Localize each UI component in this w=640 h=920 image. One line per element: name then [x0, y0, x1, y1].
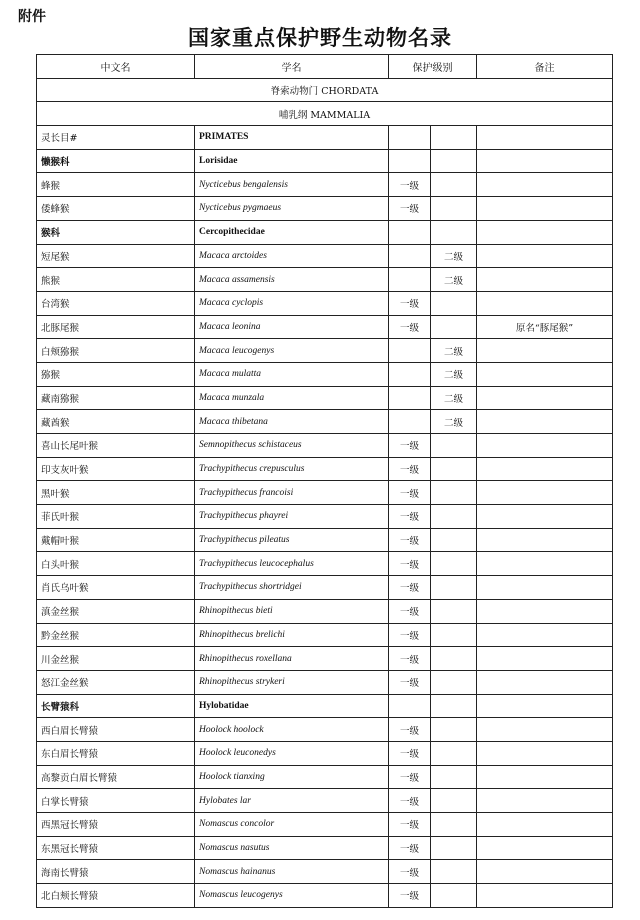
level-second-class-cell: 二级: [431, 362, 477, 386]
remarks-cell: [477, 339, 613, 363]
chinese-name-cell: 西白眉长臂猿: [37, 718, 195, 742]
remarks-cell: [477, 647, 613, 671]
family-row: [37, 694, 613, 718]
remarks-cell: [477, 599, 613, 623]
level-first-class-cell: 一级: [389, 813, 431, 837]
scientific-name-cell: PRIMATES: [195, 126, 389, 150]
remarks-cell: [477, 268, 613, 292]
scientific-name-cell: Macaca thibetana: [195, 410, 389, 434]
remarks-cell: [477, 623, 613, 647]
level-second-class-cell: [431, 528, 477, 552]
remarks-cell: [477, 576, 613, 600]
chinese-name-cell: 白头叶猴: [37, 552, 195, 576]
chinese-name-cell: 台湾猴: [37, 291, 195, 315]
level-second-class-cell: 二级: [431, 386, 477, 410]
level-first-class-cell: 一级: [389, 623, 431, 647]
species-row: [37, 836, 613, 860]
class-label: 哺乳纲 MAMMALIA: [37, 102, 613, 126]
family-row: [37, 220, 613, 244]
scientific-name-cell: Nomascus leucogenys: [195, 884, 389, 908]
level-second-class-cell: [431, 481, 477, 505]
species-row: [37, 552, 613, 576]
remarks-cell: [477, 149, 613, 173]
class-row: [37, 102, 613, 126]
level-second-class-cell: 二级: [431, 410, 477, 434]
species-row: [37, 670, 613, 694]
remarks-cell: [477, 244, 613, 268]
remarks-cell: [477, 220, 613, 244]
level-first-class-cell: [389, 268, 431, 292]
remarks-cell: [477, 860, 613, 884]
level-first-class-cell: 一级: [389, 789, 431, 813]
chinese-name-cell: 白掌长臂猿: [37, 789, 195, 813]
scientific-name-cell: Trachypithecus pileatus: [195, 528, 389, 552]
remarks-cell: [477, 741, 613, 765]
species-row: [37, 765, 613, 789]
species-row: [37, 291, 613, 315]
remarks-cell: [477, 410, 613, 434]
chinese-name-cell: 东白眉长臂猿: [37, 741, 195, 765]
level-first-class-cell: [389, 244, 431, 268]
level-second-class-cell: [431, 813, 477, 837]
family-row: [37, 149, 613, 173]
level-first-class-cell: 一级: [389, 599, 431, 623]
level-first-class-cell: 一级: [389, 552, 431, 576]
scientific-name-cell: Nomascus concolor: [195, 813, 389, 837]
level-first-class-cell: 一级: [389, 741, 431, 765]
scientific-name-cell: Hoolock leuconedys: [195, 741, 389, 765]
chinese-name-cell: 高黎贡白眉长臂猿: [37, 765, 195, 789]
col-header-scientific-name: 学名: [195, 55, 389, 79]
level-second-class-cell: 二级: [431, 244, 477, 268]
level-first-class-cell: 一级: [389, 434, 431, 458]
remarks-cell: [477, 505, 613, 529]
remarks-cell: [477, 197, 613, 221]
level-first-class-cell: 一级: [389, 315, 431, 339]
chinese-name-cell: 藏酋猴: [37, 410, 195, 434]
remarks-cell: [477, 126, 613, 150]
level-second-class-cell: [431, 505, 477, 529]
level-first-class-cell: 一级: [389, 647, 431, 671]
level-second-class-cell: [431, 670, 477, 694]
scientific-name-cell: Macaca mulatta: [195, 362, 389, 386]
level-second-class-cell: [431, 315, 477, 339]
scientific-name-cell: Hoolock tianxing: [195, 765, 389, 789]
chinese-name-cell: 喜山长尾叶猴: [37, 434, 195, 458]
species-row: [37, 623, 613, 647]
scientific-name-cell: Trachypithecus leucocephalus: [195, 552, 389, 576]
species-row: [37, 197, 613, 221]
species-row: [37, 647, 613, 671]
scientific-name-cell: Hylobatidae: [195, 694, 389, 718]
level-second-class-cell: [431, 173, 477, 197]
species-row: [37, 860, 613, 884]
level-second-class-cell: [431, 884, 477, 908]
scientific-name-cell: Cercopithecidae: [195, 220, 389, 244]
remarks-cell: [477, 765, 613, 789]
scientific-name-cell: Macaca cyclopis: [195, 291, 389, 315]
chinese-name-cell: 东黑冠长臂猿: [37, 836, 195, 860]
scientific-name-cell: Rhinopithecus roxellana: [195, 647, 389, 671]
level-second-class-cell: [431, 647, 477, 671]
chinese-name-cell: 倭蜂猴: [37, 197, 195, 221]
scientific-name-cell: Hylobates lar: [195, 789, 389, 813]
species-row: [37, 339, 613, 363]
level-second-class-cell: 二级: [431, 339, 477, 363]
chinese-name-cell: 短尾猴: [37, 244, 195, 268]
remarks-cell: [477, 362, 613, 386]
chinese-name-cell: 猕猴: [37, 362, 195, 386]
chinese-name-cell: 肖氏乌叶猴: [37, 576, 195, 600]
chinese-name-cell: 北白颊长臂猿: [37, 884, 195, 908]
scientific-name-cell: Rhinopithecus strykeri: [195, 670, 389, 694]
chinese-name-cell: 怒江金丝猴: [37, 670, 195, 694]
scientific-name-cell: Rhinopithecus brelichi: [195, 623, 389, 647]
document-title: 国家重点保护野生动物名录: [188, 25, 452, 50]
col-header-remarks: 备注: [477, 55, 613, 79]
scientific-name-cell: Macaca arctoides: [195, 244, 389, 268]
attachment-label: 附件: [18, 9, 46, 25]
remarks-cell: [477, 434, 613, 458]
level-first-class-cell: 一级: [389, 860, 431, 884]
species-row: [37, 362, 613, 386]
chinese-name-cell: 黔金丝猴: [37, 623, 195, 647]
level-second-class-cell: [431, 434, 477, 458]
level-second-class-cell: [431, 457, 477, 481]
level-first-class-cell: [389, 339, 431, 363]
species-row: [37, 718, 613, 742]
level-second-class-cell: [431, 220, 477, 244]
species-row: [37, 576, 613, 600]
level-second-class-cell: [431, 741, 477, 765]
col-header-chinese-name: 中文名: [37, 55, 195, 79]
scientific-name-cell: Macaca assamensis: [195, 268, 389, 292]
level-first-class-cell: [389, 220, 431, 244]
level-second-class-cell: [431, 836, 477, 860]
species-row: [37, 434, 613, 458]
species-row: [37, 315, 613, 339]
level-second-class-cell: [431, 860, 477, 884]
species-row: [37, 599, 613, 623]
remarks-cell: [477, 386, 613, 410]
chinese-name-cell: 灵长目#: [37, 126, 195, 150]
remarks-cell: [477, 552, 613, 576]
level-second-class-cell: [431, 718, 477, 742]
phylum-row: [37, 78, 613, 102]
remarks-cell: [477, 884, 613, 908]
scientific-name-cell: Hoolock hoolock: [195, 718, 389, 742]
level-second-class-cell: [431, 291, 477, 315]
level-second-class-cell: [431, 599, 477, 623]
scientific-name-cell: Rhinopithecus bieti: [195, 599, 389, 623]
chinese-name-cell: 北豚尾猴: [37, 315, 195, 339]
chinese-name-cell: 印支灰叶猴: [37, 457, 195, 481]
chinese-name-cell: 白颊猕猴: [37, 339, 195, 363]
level-first-class-cell: 一级: [389, 173, 431, 197]
chinese-name-cell: 藏南猕猴: [37, 386, 195, 410]
level-first-class-cell: 一级: [389, 670, 431, 694]
chinese-name-cell: 菲氏叶猴: [37, 505, 195, 529]
scientific-name-cell: Macaca leucogenys: [195, 339, 389, 363]
species-row: [37, 505, 613, 529]
level-first-class-cell: 一级: [389, 765, 431, 789]
level-second-class-cell: [431, 552, 477, 576]
species-row: [37, 457, 613, 481]
level-first-class-cell: [389, 362, 431, 386]
remarks-cell: [477, 528, 613, 552]
chinese-name-cell: 猴科: [37, 220, 195, 244]
level-first-class-cell: 一级: [389, 505, 431, 529]
col-header-protection-level: 保护级别: [389, 55, 477, 79]
scientific-name-cell: Lorisidae: [195, 149, 389, 173]
species-row: [37, 481, 613, 505]
species-row: [37, 244, 613, 268]
scientific-name-cell: Nomascus nasutus: [195, 836, 389, 860]
level-first-class-cell: [389, 386, 431, 410]
species-row: [37, 528, 613, 552]
chinese-name-cell: 西黑冠长臂猿: [37, 813, 195, 837]
level-first-class-cell: [389, 694, 431, 718]
chinese-name-cell: 黑叶猴: [37, 481, 195, 505]
level-second-class-cell: [431, 765, 477, 789]
species-row: [37, 884, 613, 908]
level-first-class-cell: 一级: [389, 718, 431, 742]
level-second-class-cell: [431, 197, 477, 221]
scientific-name-cell: Trachypithecus phayrei: [195, 505, 389, 529]
species-row: [37, 268, 613, 292]
scientific-name-cell: Nycticebus pygmaeus: [195, 197, 389, 221]
species-row: [37, 741, 613, 765]
scientific-name-cell: Trachypithecus crepusculus: [195, 457, 389, 481]
level-second-class-cell: [431, 623, 477, 647]
scientific-name-cell: Trachypithecus shortridgei: [195, 576, 389, 600]
level-second-class-cell: 二级: [431, 268, 477, 292]
chinese-name-cell: 滇金丝猴: [37, 599, 195, 623]
level-first-class-cell: 一级: [389, 457, 431, 481]
scientific-name-cell: Nycticebus bengalensis: [195, 173, 389, 197]
chinese-name-cell: 熊猴: [37, 268, 195, 292]
level-first-class-cell: 一级: [389, 836, 431, 860]
level-second-class-cell: [431, 149, 477, 173]
chinese-name-cell: 川金丝猴: [37, 647, 195, 671]
level-first-class-cell: [389, 410, 431, 434]
level-second-class-cell: [431, 126, 477, 150]
species-row: [37, 173, 613, 197]
remarks-cell: [477, 291, 613, 315]
species-row: [37, 813, 613, 837]
remarks-cell: 原名“豚尾猴”: [477, 315, 613, 339]
scientific-name-cell: Macaca leonina: [195, 315, 389, 339]
remarks-cell: [477, 481, 613, 505]
scientific-name-cell: Nomascus hainanus: [195, 860, 389, 884]
species-row: [37, 789, 613, 813]
scientific-name-cell: Macaca munzala: [195, 386, 389, 410]
species-table: [36, 54, 613, 908]
chinese-name-cell: 长臂猿科: [37, 694, 195, 718]
scientific-name-cell: Trachypithecus francoisi: [195, 481, 389, 505]
remarks-cell: [477, 718, 613, 742]
species-row: [37, 410, 613, 434]
remarks-cell: [477, 670, 613, 694]
remarks-cell: [477, 789, 613, 813]
chinese-name-cell: 戴帽叶猴: [37, 528, 195, 552]
level-first-class-cell: 一级: [389, 528, 431, 552]
chinese-name-cell: 海南长臂猿: [37, 860, 195, 884]
remarks-cell: [477, 457, 613, 481]
species-row: [37, 386, 613, 410]
level-first-class-cell: [389, 126, 431, 150]
phylum-label: 脊索动物门 CHORDATA: [37, 78, 613, 102]
level-first-class-cell: 一级: [389, 197, 431, 221]
remarks-cell: [477, 813, 613, 837]
level-second-class-cell: [431, 576, 477, 600]
level-first-class-cell: 一级: [389, 884, 431, 908]
remarks-cell: [477, 836, 613, 860]
level-first-class-cell: 一级: [389, 576, 431, 600]
level-first-class-cell: 一级: [389, 481, 431, 505]
chinese-name-cell: 蜂猴: [37, 173, 195, 197]
level-second-class-cell: [431, 789, 477, 813]
scientific-name-cell: Semnopithecus schistaceus: [195, 434, 389, 458]
header-row: [37, 55, 613, 79]
level-first-class-cell: 一级: [389, 291, 431, 315]
level-first-class-cell: [389, 149, 431, 173]
remarks-cell: [477, 694, 613, 718]
level-second-class-cell: [431, 694, 477, 718]
chinese-name-cell: 懒猴科: [37, 149, 195, 173]
remarks-cell: [477, 173, 613, 197]
order-row: [37, 126, 613, 150]
